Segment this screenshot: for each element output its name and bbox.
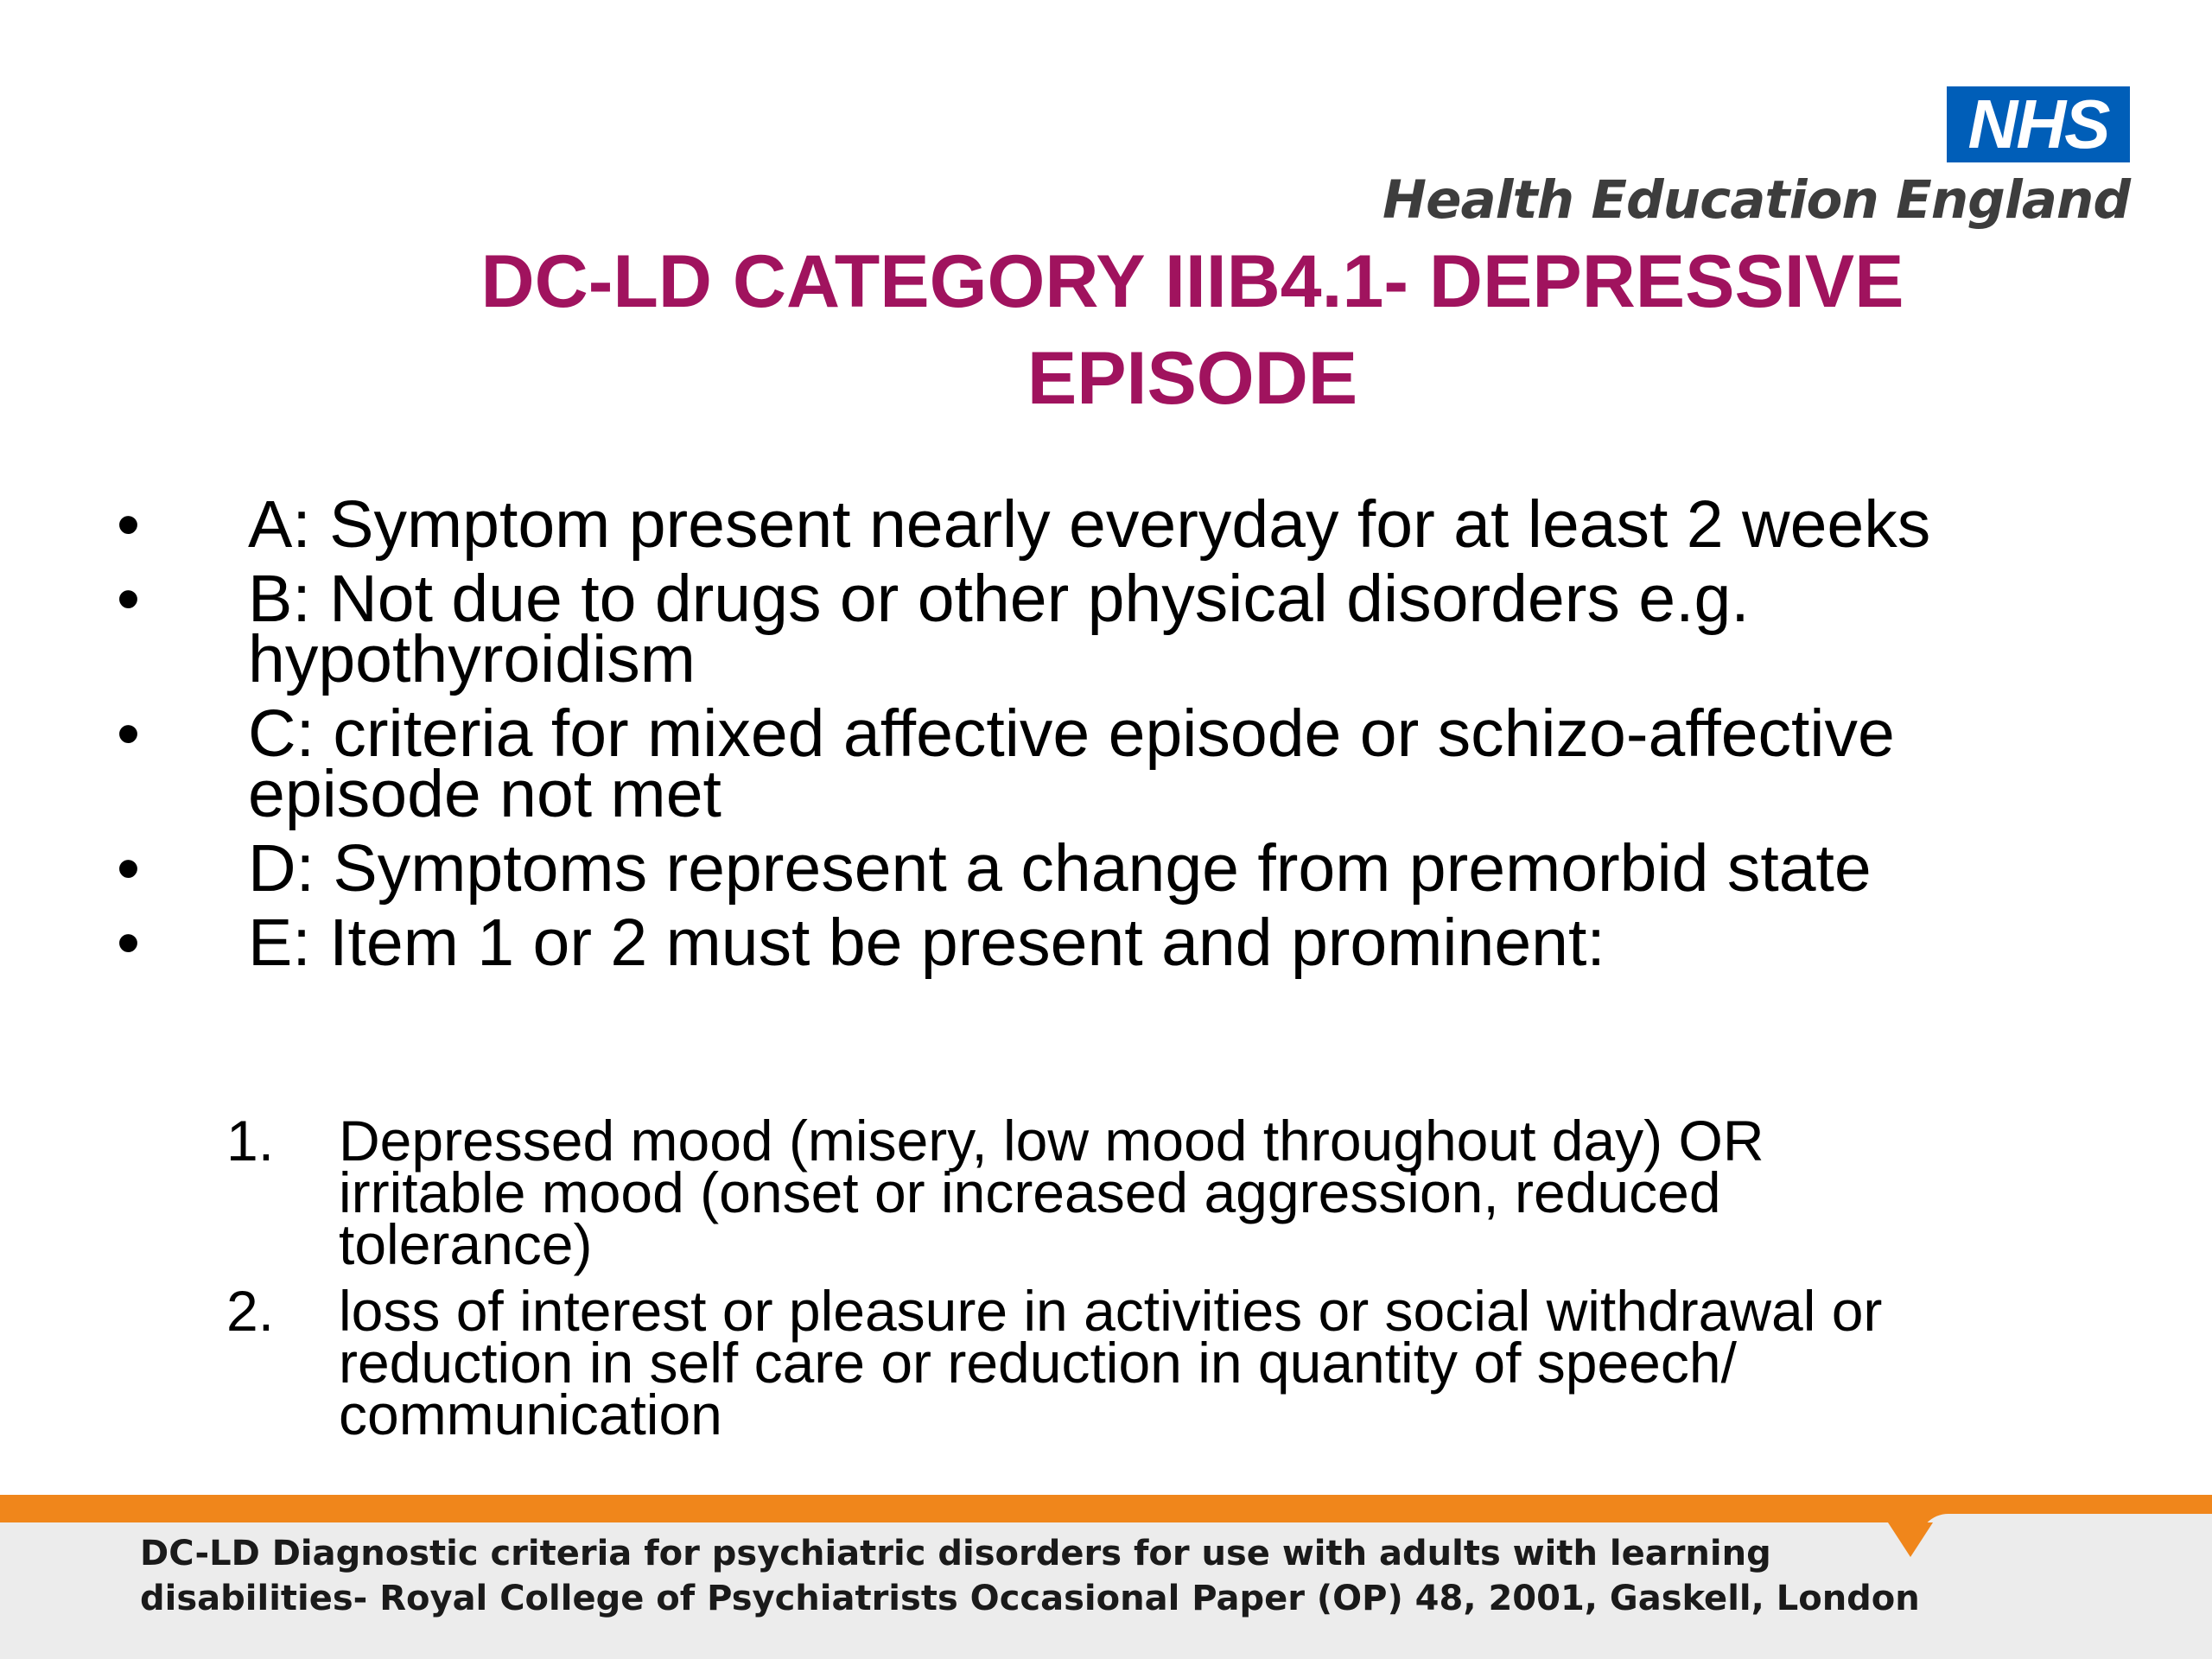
slide-title: DC-LD CATEGORY IIIB4.1- DEPRESSIVE EPISODE (480, 240, 1904, 420)
bullet-icon: • (117, 487, 140, 562)
bullet-icon: • (117, 696, 140, 771)
list-item (117, 831, 1948, 906)
criterion-text: D: Symptoms represent a change from premorbid state (248, 831, 1872, 906)
nhs-logo: NHS (1947, 86, 2130, 162)
sub-criterion-text: loss of interest or pleasure in activities or social withdrawal or reduction in self care or reduction in quantity of speech/ communication (339, 1279, 1883, 1446)
criterion-text: E: Item 1 or 2 must be present and prominent: (248, 906, 1605, 980)
criteria-list (117, 487, 1948, 987)
criterion-text: C: criteria for mixed affective episode or schizo-affective episode not met (248, 696, 1895, 831)
item-number: 1. (226, 1109, 275, 1173)
sub-criterion-text: Depressed mood (misery, low mood throughout day) OR irritable mood (onset or increased aggression, reduced tolerance) (339, 1109, 1764, 1276)
list-item (117, 562, 1948, 696)
list-item (117, 696, 1948, 831)
footer-citation: DC-LD Diagnostic criteria for psychiatric disorders for use with adults with learning disabilities- Royal College of Psychiatrists Occasional Paper (OP) 48, 2001, Gaskell, London (140, 1534, 1920, 1618)
bullet-icon: • (117, 906, 140, 980)
organization-name: Health Education England (1382, 169, 2130, 231)
criterion-text: B: Not due to drugs or other physical disorders e.g. hypothyroidism (248, 562, 1750, 696)
bullet-icon: • (117, 831, 140, 906)
sub-criteria-list (226, 1109, 1920, 1455)
list-item (226, 1109, 1920, 1276)
list-item (226, 1279, 1920, 1446)
list-item (117, 906, 1948, 980)
criterion-text: A: Symptom present nearly everyday for at least 2 weeks (248, 487, 1931, 562)
list-item (117, 487, 1948, 562)
bullet-icon: • (117, 562, 140, 636)
nhs-hee-logo (1352, 86, 2130, 238)
item-number: 2. (226, 1279, 275, 1343)
